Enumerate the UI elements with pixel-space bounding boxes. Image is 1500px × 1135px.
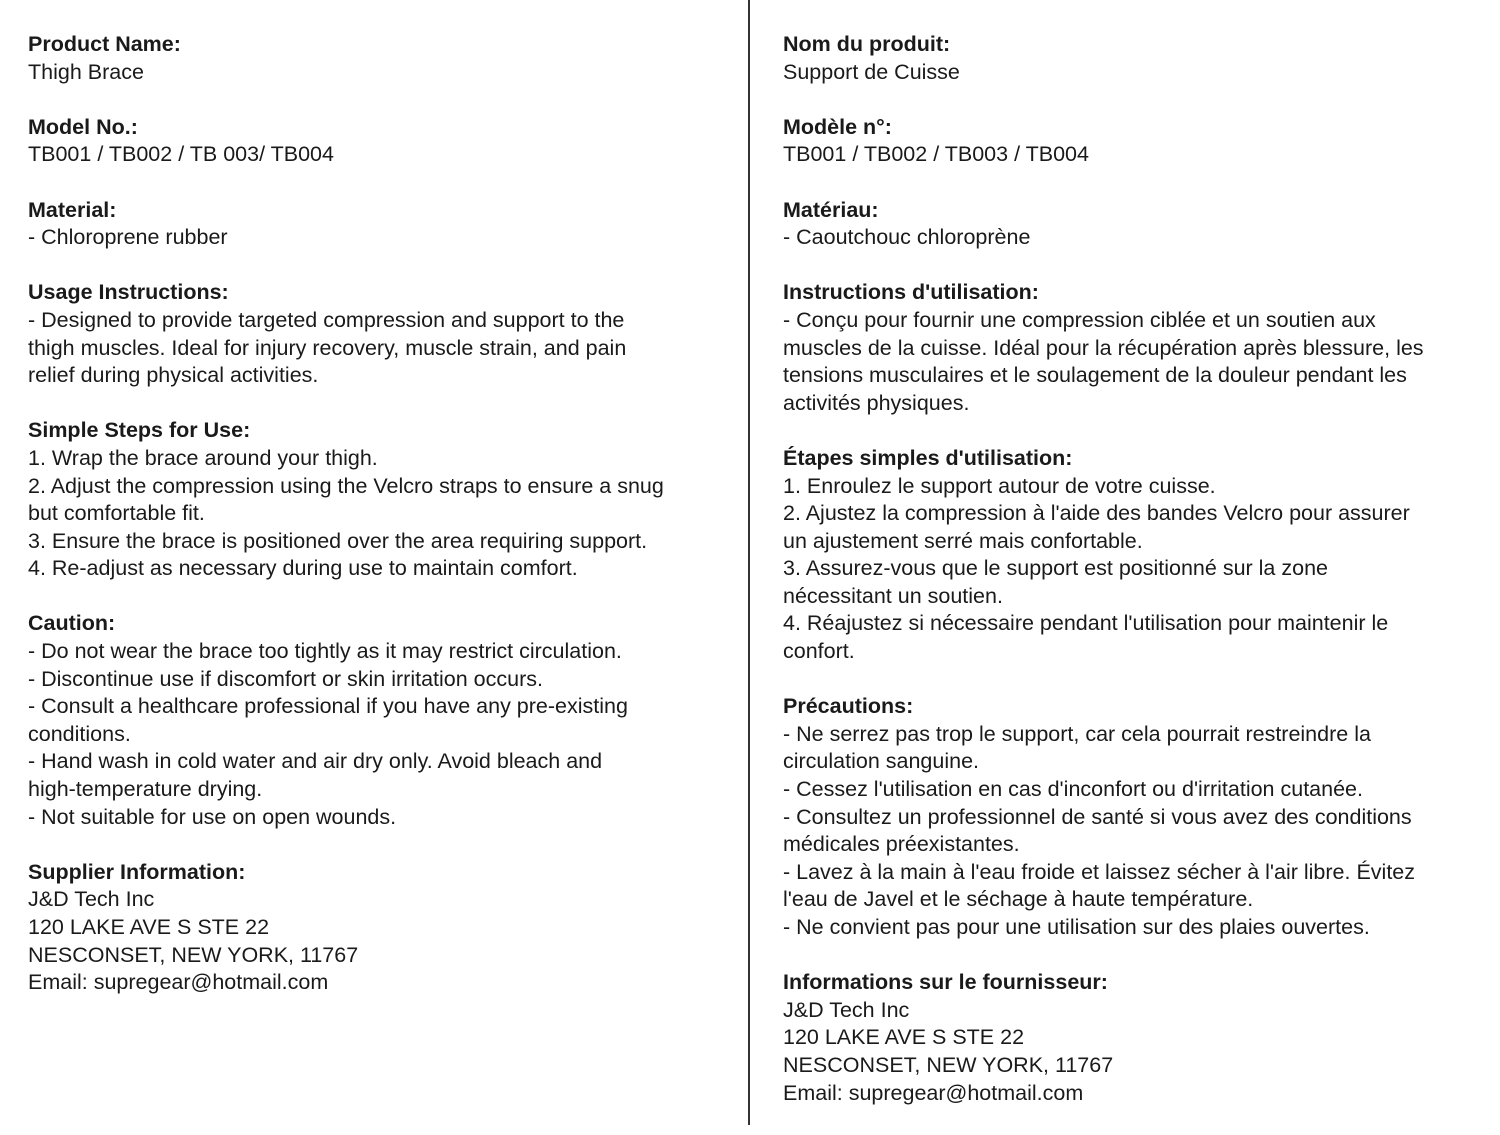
material-section bbox=[28, 197, 728, 252]
section-line: - Ne convient pas pour une utilisation sur des plaies ouvertes. bbox=[783, 915, 1370, 939]
section-line: un ajustement serré mais confortable. bbox=[783, 528, 1143, 553]
section-heading: Product Name: bbox=[28, 32, 181, 56]
section-line: circulation sanguine. bbox=[783, 749, 980, 774]
section-heading: Étapes simples d'utilisation: bbox=[783, 445, 1073, 470]
section-line: - Do not wear the brace too tightly as it may restrict circulation. bbox=[28, 639, 622, 664]
caution-section bbox=[783, 693, 1483, 941]
product-name-section bbox=[28, 31, 728, 86]
section-heading: Modèle n°: bbox=[783, 114, 892, 139]
section-line: Email: supregear@hotmail.com bbox=[783, 1080, 1084, 1105]
section-line: 120 LAKE AVE S STE 22 bbox=[783, 1025, 1025, 1050]
section-line: l'eau de Javel et le séchage à haute température. bbox=[783, 887, 1254, 912]
section-line: conditions. bbox=[28, 721, 131, 746]
section-line: activités physiques. bbox=[783, 390, 970, 415]
section-heading: Instructions d'utilisation: bbox=[783, 280, 1039, 305]
section-heading: Matériau: bbox=[783, 197, 879, 222]
section-heading: Nom du produit: bbox=[783, 32, 951, 56]
section-line: 4. Réajustez si nécessaire pendant l'utilisation pour maintenir le bbox=[783, 611, 1389, 636]
supplier-section bbox=[783, 969, 1483, 1107]
section-line: 3. Ensure the brace is positioned over the area requiring support. bbox=[28, 528, 648, 553]
section-line: TB001 / TB002 / TB 003/ TB004 bbox=[28, 142, 334, 167]
section-line: J&D Tech Inc bbox=[783, 997, 910, 1022]
section-line: - Caoutchouc chloroprène bbox=[783, 225, 1031, 250]
section-line: - Lavez à la main à l'eau froide et laissez sécher à l'air libre. Évitez bbox=[783, 859, 1416, 884]
section-line: - Hand wash in cold water and air dry only. Avoid bleach and bbox=[28, 749, 603, 774]
section-heading: Model No.: bbox=[28, 114, 138, 139]
section-heading: Caution: bbox=[28, 611, 116, 636]
section-line: - Conçu pour fournir une compression ciblée et un soutien aux bbox=[783, 307, 1376, 332]
model-no-section bbox=[28, 114, 728, 169]
section-line: - Consultez un professionnel de santé si vous avez des conditions bbox=[783, 804, 1412, 829]
section-line: 2. Adjust the compression using the Velcro straps to ensure a snug bbox=[28, 473, 664, 498]
column-divider bbox=[748, 0, 750, 1125]
section-line: médicales préexistantes. bbox=[783, 832, 1020, 857]
section-line: - Cessez l'utilisation en cas d'inconfort ou d'irritation cutanée. bbox=[783, 777, 1363, 802]
material-section bbox=[783, 197, 1483, 252]
product-name-section bbox=[783, 31, 1483, 86]
section-line: Thigh Brace bbox=[28, 59, 144, 84]
section-line: NESCONSET, NEW YORK, 11767 bbox=[28, 942, 359, 967]
section-line: high-temperature drying. bbox=[28, 777, 263, 802]
section-line: relief during physical activities. bbox=[28, 363, 319, 388]
supplier-section bbox=[28, 859, 728, 997]
section-line: - Designed to provide targeted compression and support to the bbox=[28, 307, 625, 332]
section-heading: Simple Steps for Use: bbox=[28, 418, 251, 443]
section-line: confort. bbox=[783, 639, 855, 664]
usage-section bbox=[28, 279, 728, 389]
section-line: J&D Tech Inc bbox=[28, 887, 155, 912]
section-line: 1. Enroulez le support autour de votre cuisse. bbox=[783, 473, 1216, 498]
section-line: nécessitant un soutien. bbox=[783, 583, 1003, 608]
section-line: 4. Re-adjust as necessary during use to maintain comfort. bbox=[28, 556, 578, 581]
steps-section bbox=[28, 417, 728, 583]
section-line: - Discontinue use if discomfort or skin irritation occurs. bbox=[28, 666, 543, 691]
section-line: Support de Cuisse bbox=[783, 59, 960, 84]
section-line: 120 LAKE AVE S STE 22 bbox=[28, 915, 270, 939]
section-line: 2. Ajustez la compression à l'aide des bandes Velcro pour assurer bbox=[783, 501, 1410, 526]
english-column bbox=[28, 31, 728, 1024]
french-column bbox=[783, 31, 1483, 1135]
section-heading: Informations sur le fournisseur: bbox=[783, 970, 1108, 995]
section-line: 1. Wrap the brace around your thigh. bbox=[28, 445, 378, 470]
steps-section bbox=[783, 445, 1483, 666]
section-line: TB001 / TB002 / TB003 / TB004 bbox=[783, 142, 1089, 167]
model-no-section bbox=[783, 114, 1483, 169]
section-heading: Material: bbox=[28, 197, 117, 222]
section-line: Email: supregear@hotmail.com bbox=[28, 970, 329, 995]
section-line: 3. Assurez-vous que le support est positionné sur la zone bbox=[783, 556, 1328, 581]
section-line: - Not suitable for use on open wounds. bbox=[28, 804, 397, 829]
caution-section bbox=[28, 610, 728, 831]
section-line: - Ne serrez pas trop le support, car cela pourrait restreindre la bbox=[783, 721, 1371, 746]
section-line: muscles de la cuisse. Idéal pour la récupération après blessure, les bbox=[783, 335, 1424, 360]
section-line: - Consult a healthcare professional if you have any pre-existing bbox=[28, 694, 628, 719]
section-heading: Précautions: bbox=[783, 694, 914, 719]
section-line: thigh muscles. Ideal for injury recovery, muscle strain, and pain bbox=[28, 335, 627, 360]
section-line: tensions musculaires et le soulagement de la douleur pendant les bbox=[783, 363, 1407, 388]
usage-section bbox=[783, 279, 1483, 417]
section-heading: Usage Instructions: bbox=[28, 280, 229, 305]
section-line: - Chloroprene rubber bbox=[28, 225, 228, 250]
section-line: but comfortable fit. bbox=[28, 501, 205, 526]
section-line: NESCONSET, NEW YORK, 11767 bbox=[783, 1052, 1114, 1077]
section-heading: Supplier Information: bbox=[28, 859, 246, 884]
